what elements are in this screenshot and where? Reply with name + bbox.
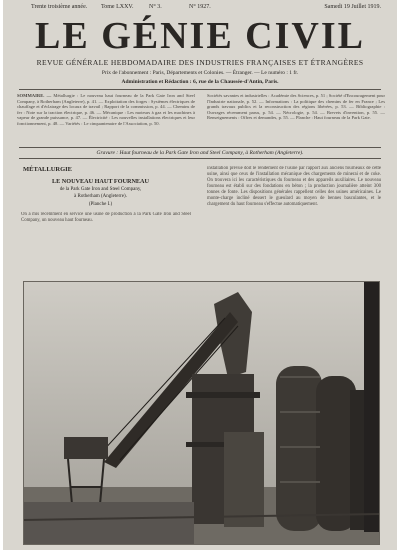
summary-rule: [19, 147, 381, 148]
article-plate-ref: (Planche I.): [88, 202, 113, 207]
issue-meta: [9, 4, 391, 14]
issue-date: Samedi 19 Juillet 1919.: [324, 4, 381, 10]
blast-furnace-illustration: [24, 282, 380, 545]
issue-number: N° 3.: [149, 4, 162, 10]
volume-number: Tome LXXV.: [101, 4, 134, 10]
article-subtitle-2: à Rotherham (Angleterre).: [74, 194, 127, 199]
summary-label: SOMMAIRE. —: [17, 93, 52, 98]
masthead-title: LE GÉNIE CIVIL: [35, 15, 365, 57]
header-rule: [19, 89, 381, 90]
summary-left-text: Métallurgie : Le nouveau haut fourneau de la Park Gate Iron and Steel Company, à Rotherham (Angleterre), p. 41. — Exploitation des forges : Systèmes électriques de chauffage et d'éclairage des locaux de travail ; Rapport de la commission, p. 44. — Chemins de fer : Note sur la traction électrique, p. 46. — Mécanique : Les moteurs à gaz et les machines à vapeur de grande puissance, p. 47. — Électricité : Les nouvelles installations électriques et leur fonctionnement, p. 48. — Variétés : Le cinquantenaire de l'Association, p. 50.: [17, 93, 196, 126]
summary-left-column: [17, 93, 195, 127]
blast-furnace-photo: [23, 281, 380, 545]
masthead-subtitle: REVUE GÉNÉRALE HEBDOMADAIRE DES INDUSTRIES FRANÇAISES ET ÉTRANGÈRES: [36, 58, 364, 67]
caption-rule: [19, 158, 381, 159]
summary-right-column: Sociétés savantes et industrielles : Académie des Sciences, p. 51 ; Société d'Encouragement pour l'Industrie nationale, p. 52. — Informations : La politique des chemins de fer en France ; Les grands travaux publics et la reconstruction des régions libérées, p. 53. — Bibliographie : Ouvrages récemment parus, p. 54. — Nécrologie, p. 54. — Brevets d'invention, p. 55. — Renseignements : Offres et demandes, p. 55. — Planche : Haut fourneau de la Park Gate.: [207, 93, 385, 121]
year-info: Trente troisième année.: [31, 4, 88, 10]
article-intro: On a mis récemment en service une usine de production à la Park Gate Iron and Steel Company, un nouveau haut fourneau.: [21, 212, 191, 223]
summary-box: [17, 93, 385, 147]
publisher-address: Administration et Rédaction : 6, rue de la Chaussée-d'Antin, Paris.: [121, 79, 279, 85]
section-heading: MÉTALLURGIE: [23, 166, 72, 173]
subscription-prices: Prix de l'abonnement : Paris, Départements et Colonies. — Étranger. — Le numéro : 1 fr.: [101, 70, 299, 76]
issue-total-number: N° 1927.: [189, 4, 211, 10]
article-subtitle-1: de la Park Gate Iron and Steel Company,: [59, 187, 142, 192]
article-right-column: installation prévue doit le rendement de l'usine par rapport aux anciens fourneaux de cette usine, ainsi que ceux de l'installation mécanique des chargements de minerai et de coke. On trouvera ici les caractéristiques du fourneau et des appareils auxiliaires. Le nouveau fourneau est établi sur des fondations en béton ; la production journalière atteint 300 tonnes de fonte. Les dispositions générales rappellent celles des usines américaines. Le monte-charge incliné dessert le gueulard au moyen de bennes basculantes, et le chargement du haut fourneau s'effectue automatiquement.: [207, 166, 381, 207]
newspaper-page: [3, 0, 397, 550]
article-title: LE NOUVEAU HAUT FOURNEAU: [51, 178, 149, 185]
plate-caption: Gravure : Haut fourneau de la Park Gate Iron and Steel Company, à Rotherham (Angleterre).: [96, 150, 304, 156]
